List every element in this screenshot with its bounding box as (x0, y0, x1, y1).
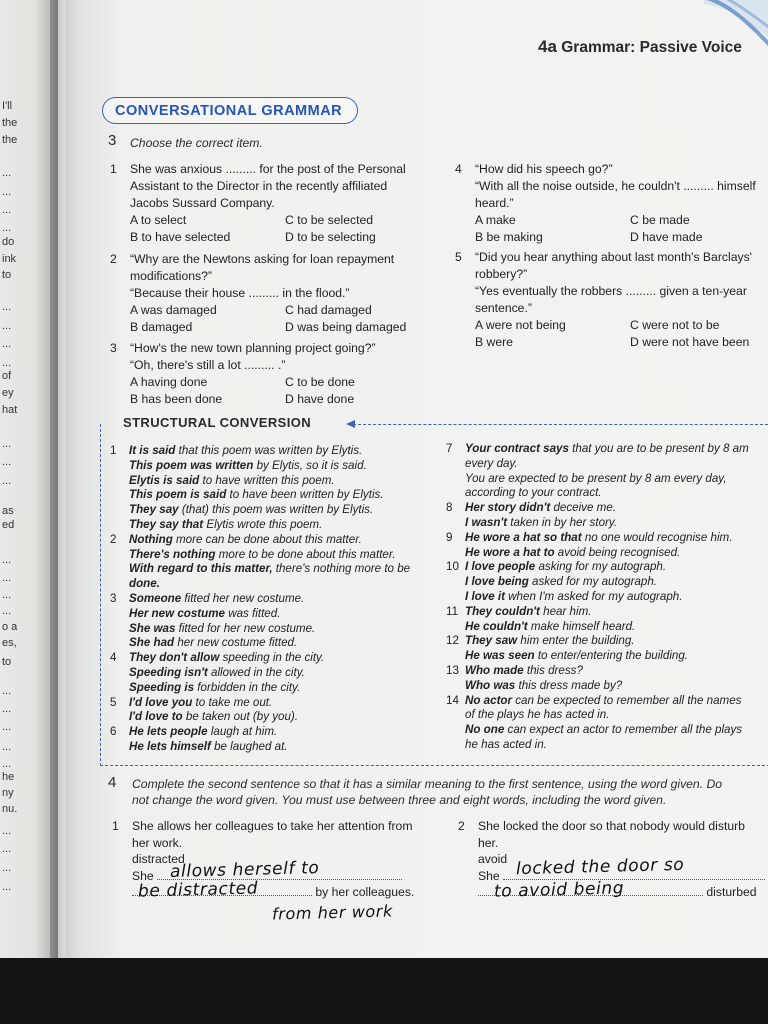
conversion-item-7 (446, 442, 768, 501)
line-rest: no one would recognise him. (581, 530, 733, 544)
left-page-fragment: the (2, 117, 18, 129)
item-number: 5 (110, 695, 117, 709)
exercise-3-instruction: Choose the correct item. (130, 136, 263, 150)
conversion-line (129, 607, 435, 622)
key-phrase: With regard to this matter, (129, 562, 273, 576)
item-text-line: “How's the new town planning project going?” (130, 341, 376, 355)
item-number: 13 (446, 663, 459, 677)
line-rest: to have been written by Elytis. (226, 488, 384, 502)
left-page-fragment: nu. (2, 803, 18, 815)
structural-conversion-left-column (110, 444, 435, 755)
line-rest: asked for my autograph. (528, 575, 658, 589)
line-rest: to take me out. (192, 695, 273, 709)
answer-option[interactable]: B has been done (130, 392, 223, 406)
structural-conversion-heading (119, 415, 315, 430)
line-rest: asking for my autograph. (535, 560, 667, 574)
line-rest: to have written this poem. (199, 473, 335, 487)
left-page-fragment: ... (2, 843, 12, 855)
key-phrase: He wore a hat so that (465, 530, 582, 544)
item-text-line: Assistant to the Director in the recently affiliated (130, 179, 388, 193)
answer-option[interactable]: D was being damaged (285, 320, 407, 334)
key-phrase: It is said (129, 444, 176, 457)
conversion-item-14 (446, 694, 768, 753)
key-phrase: He lets himself (129, 739, 211, 753)
line-rest: this dress? (523, 663, 583, 677)
conversion-line (129, 518, 435, 533)
left-page-fragment: ... (2, 589, 12, 601)
exercise-4-instruction (132, 776, 722, 808)
key-phrase: Her story didn't (465, 501, 551, 515)
conversion-line (129, 444, 435, 459)
item-text-line: robbery?” (475, 267, 528, 281)
line-rest: speeding in the city. (219, 651, 325, 665)
conversion-line (129, 681, 435, 696)
key-phrase: Someone (129, 591, 182, 605)
exercise-4-instruction-line: not change the word given. You must use between three and eight words, including the word given. (132, 793, 667, 807)
key-phrase: She was (129, 621, 176, 635)
conversion-line (129, 459, 435, 474)
conversion-line (465, 590, 768, 605)
conversion-line (129, 533, 435, 548)
line-rest: forbidden in the city. (194, 680, 301, 694)
answer-option[interactable]: C be made (630, 213, 690, 227)
item-sentence-line: her. (478, 835, 499, 850)
left-page-fragment: ... (2, 338, 12, 350)
handwritten-answer-1-line-2: be distracted (137, 878, 259, 902)
key-phrase: They don't allow (129, 651, 220, 665)
line-rest: make himself heard. (527, 619, 636, 633)
answer-end-words: by her colleagues. (315, 885, 415, 899)
answer-start-word: She (478, 868, 500, 883)
answer-option[interactable]: C had damaged (285, 303, 372, 317)
item-sentence-line: She allows her colleagues to take her attention from (132, 819, 413, 833)
conversion-line (129, 548, 435, 563)
left-page-fragment: hat (2, 404, 18, 416)
answer-end-words: disturbed (706, 885, 757, 899)
answer-option[interactable]: B were (475, 335, 513, 349)
left-page-fragment: ink (2, 253, 17, 265)
line-rest: (that) this poem was written by Elytis. (178, 503, 374, 517)
conversion-line (465, 620, 768, 635)
conversion-line (465, 664, 768, 679)
conversion-item-11 (446, 605, 768, 635)
item-number: 3 (110, 591, 117, 605)
line-rest: to enter/entering the building. (534, 649, 689, 663)
line-rest: fitted for her new costume. (175, 621, 316, 635)
item-number: 2 (110, 252, 117, 266)
answer-start-word: She (132, 868, 154, 883)
line-rest: Elytis wrote this poem. (203, 517, 323, 531)
book-gutter-shadow (50, 0, 80, 958)
left-page-fragment: ... (2, 572, 12, 584)
key-phrase: This poem is said (129, 488, 227, 502)
conversion-item-4 (110, 651, 435, 695)
item-text-line: “Why are the Newtons asking for loan repayment (130, 252, 395, 266)
line-rest: there's nothing more to be (272, 562, 411, 576)
conversion-line (129, 740, 435, 755)
left-page-fragment: ... (2, 685, 12, 697)
conversion-line (129, 636, 435, 651)
handwritten-answer-1-line-3: from her work (271, 901, 394, 924)
left-page-fragment: to (2, 269, 12, 281)
key-phrase: No one (465, 723, 505, 737)
left-page-fragment: ... (2, 703, 12, 715)
left-page-fragment: ey (2, 387, 14, 399)
conversion-line (465, 472, 768, 487)
conversion-line (129, 474, 435, 489)
line-rest: be laughed at. (210, 739, 288, 753)
item-number: 7 (446, 442, 453, 455)
item-text-line: “Yes eventually the robbers ......... given a ten-year (475, 284, 747, 298)
item-text-line: “Because their house ......... in the flood.” (130, 286, 350, 300)
left-page-fragment: ... (2, 475, 12, 487)
item-number: 2 (110, 532, 117, 546)
key-phrase: Nothing (129, 532, 173, 546)
left-page-fragment: ... (2, 186, 12, 198)
conversion-line (129, 562, 435, 577)
item-number: 8 (446, 501, 453, 515)
item-text-line: Jacobs Sussard Company. (130, 196, 275, 210)
conversion-line (465, 575, 768, 590)
conversion-line (465, 679, 768, 694)
key-phrase: He was seen (465, 649, 535, 663)
answer-blank[interactable] (503, 879, 765, 880)
line-rest: more can be done about this matter. (172, 532, 362, 546)
item-sentence-line: She locked the door so that nobody would disturb (478, 819, 745, 833)
key-phrase: He couldn't (465, 619, 528, 633)
conversion-line (129, 622, 435, 637)
item-number: 1 (110, 162, 117, 176)
line-rest: hear him. (539, 604, 592, 618)
line-rest: when I'm asked for my autograph. (504, 589, 683, 603)
item-number: 9 (446, 530, 453, 544)
key-phrase: They say (129, 503, 179, 517)
key-phrase: done. (129, 577, 160, 591)
conversion-item-3 (110, 592, 435, 651)
item-text-line: “How did his speech go?” (475, 162, 613, 176)
line-rest: be taken out (by you). (182, 710, 299, 724)
item-text-line: modifications?” (130, 269, 212, 283)
key-phrase: This poem was written (129, 458, 254, 472)
handwritten-answer-1-line-1: allows herself to (169, 858, 320, 882)
item-number: 11 (446, 604, 459, 618)
conversion-item-5 (110, 696, 435, 726)
left-page-fragment: the (2, 134, 18, 146)
conversion-line (465, 486, 768, 501)
answer-option[interactable]: B damaged (130, 320, 193, 334)
answer-option[interactable]: A to select (130, 213, 187, 227)
answer-options (130, 212, 430, 246)
item-text-line: “Oh, there's still a lot ......... .” (130, 358, 286, 372)
conversion-item-8 (446, 501, 768, 531)
line-rest: more to be done about this matter. (215, 547, 396, 561)
conversion-line (129, 696, 435, 711)
key-phrase: I love people (465, 560, 536, 574)
item-number: 3 (110, 341, 117, 355)
left-page-fragment: ... (2, 721, 12, 733)
answer-option[interactable]: A was damaged (130, 303, 217, 317)
choice-item-4 (455, 161, 768, 246)
conversion-line (465, 708, 768, 723)
left-page-fragment: as (2, 505, 14, 517)
key-phrase: They saw (465, 634, 518, 648)
conversion-line (465, 560, 768, 575)
key-phrase: He lets people (129, 725, 208, 739)
conversion-line (129, 488, 435, 503)
line-rest: laugh at him. (207, 725, 278, 739)
key-phrase: He wore a hat to (465, 545, 555, 559)
key-phrase: I wasn't (465, 515, 508, 529)
item-number: 12 (446, 634, 459, 648)
answer-option[interactable]: B be making (475, 230, 543, 244)
conversion-item-12 (446, 634, 768, 664)
key-phrase: Who made (465, 663, 524, 677)
item-number: 1 (112, 819, 119, 833)
conversion-line (465, 694, 768, 709)
unit-title: Grammar: Passive Voice (561, 39, 742, 56)
left-page-fragment: ... (2, 301, 12, 313)
left-page-fragment: he (2, 771, 15, 783)
answer-option[interactable]: D to be selecting (285, 230, 376, 244)
answer-options (475, 212, 768, 246)
left-page-fragment: ... (2, 320, 12, 332)
conversion-item-9 (446, 531, 768, 561)
structural-conversion-right-column (446, 442, 768, 753)
key-phrase: I love being (465, 575, 529, 589)
key-phrase: Her new costume (129, 606, 225, 620)
structural-conversion-title: STRUCTURAL CONVERSION (123, 415, 312, 430)
key-phrase: Elytis is said (129, 473, 200, 487)
line-rest: was fitted. (225, 606, 281, 620)
given-word: distracted (132, 852, 185, 866)
item-number: 5 (455, 250, 462, 264)
arrow-icon (348, 424, 768, 425)
line-rest: taken in by her story. (507, 515, 618, 529)
conversion-line (465, 501, 768, 516)
item-sentence-line: her work. (132, 835, 183, 850)
conversion-line (465, 442, 768, 457)
answer-option[interactable]: C to be selected (285, 213, 374, 227)
item-number: 14 (446, 693, 459, 707)
line-rest: her new costume fitted. (174, 636, 298, 650)
item-text-line: “Did you hear anything about last month's Barclays' (475, 250, 752, 264)
conversion-line (129, 651, 435, 666)
conversion-line (129, 592, 435, 607)
left-page-fragment: ... (2, 438, 12, 450)
line-rest: deceive me. (550, 501, 616, 515)
item-text-line: “With all the noise outside, he couldn't ......... himself (475, 179, 756, 193)
conversion-line (465, 634, 768, 649)
line-rest: allowed in the city. (207, 665, 305, 679)
exercise-4-instruction-line: Complete the second sentence so that it has a similar meaning to the first sentence, using the word given. Do (132, 777, 723, 791)
choice-item-2 (110, 251, 430, 336)
item-text-line: heard.” (475, 196, 514, 210)
left-page-fragment: ... (2, 222, 12, 234)
item-number: 2 (458, 819, 465, 833)
conversion-line (465, 605, 768, 620)
conversational-grammar-heading: CONVERSATIONAL GRAMMAR (102, 97, 358, 124)
left-page-fragment: ... (2, 357, 12, 369)
exercise-4-number: 4 (108, 774, 117, 791)
item-number: 4 (110, 651, 117, 665)
left-page-fragment: I'll (2, 100, 13, 112)
line-rest: that this poem was written by Elytis. (175, 444, 363, 457)
left-page-fragment: to (2, 656, 12, 668)
item-number: 4 (455, 162, 462, 176)
conversion-item-6 (110, 725, 435, 755)
line-rest: him enter the building. (517, 634, 635, 648)
answer-options (130, 302, 430, 336)
handwritten-answer-2-line-2: to avoid being (493, 878, 625, 902)
line-rest: avoid being recognised. (554, 545, 681, 559)
left-page-fragment: ny (2, 787, 14, 799)
conversion-item-1 (110, 444, 435, 533)
key-phrase: Speeding is (129, 680, 195, 694)
line-rest: every day. (465, 456, 518, 470)
scanner-bottom-border (0, 958, 768, 1024)
left-page-fragment: ... (2, 758, 12, 770)
unit-number: 4a (538, 37, 557, 56)
key-phrase: I love it (465, 589, 505, 603)
conversion-line (129, 577, 435, 592)
conversion-line (465, 457, 768, 472)
answer-option[interactable]: D have made (630, 230, 703, 244)
key-phrase: Speeding isn't (129, 665, 208, 679)
conversion-item-13 (446, 664, 768, 694)
answer-option[interactable]: A make (475, 213, 516, 227)
left-page-fragment: ... (2, 825, 12, 837)
left-page-fragment: ... (2, 456, 12, 468)
choice-item-5 (455, 249, 768, 351)
conversion-line (465, 516, 768, 531)
conversion-item-10 (446, 560, 768, 604)
conversion-line (465, 546, 768, 561)
key-phrase: There's nothing (129, 547, 216, 561)
line-rest: that you are to be present by 8 am (568, 442, 749, 455)
conversion-line (129, 725, 435, 740)
key-phrase: She had (129, 636, 175, 650)
choice-item-1 (110, 161, 430, 246)
left-page-fragment: ... (2, 862, 12, 874)
answer-options (475, 317, 768, 351)
answer-option[interactable]: C were not to be (630, 318, 720, 332)
left-page-fragment: ... (2, 554, 12, 566)
line-rest: this dress made by? (515, 678, 623, 692)
key-phrase: I'd love you (129, 695, 193, 709)
key-phrase: No actor (465, 693, 513, 707)
conversion-line (465, 738, 768, 753)
item-number: 6 (110, 725, 117, 739)
answer-option[interactable]: C to be done (285, 375, 355, 389)
answer-option[interactable]: B to have selected (130, 230, 231, 244)
conversion-item-2 (110, 533, 435, 592)
left-page-fragment: of (2, 370, 12, 382)
left-page-fragment: es, (2, 637, 17, 649)
choice-item-3 (110, 340, 430, 408)
line-rest: fitted her new costume. (181, 591, 305, 605)
item-text-line: She was anxious ......... for the post of the Personal (130, 162, 406, 176)
handwritten-answer-2-line-1: locked the door so (515, 854, 685, 880)
left-page-fragment: ... (2, 204, 12, 216)
answer-option[interactable]: D were not have been (630, 335, 750, 349)
left-page-fragment: o a (2, 621, 18, 633)
line-rest: You are expected to be present by 8 am every day, (465, 471, 727, 485)
conversion-line (129, 666, 435, 681)
left-page-fragment: do (2, 236, 15, 248)
page-header (538, 37, 742, 57)
conversion-line (129, 503, 435, 518)
line-rest: he has acted in. (465, 737, 547, 751)
given-word: avoid (478, 852, 508, 866)
answer-options (130, 374, 430, 408)
item-text-line: sentence.” (475, 301, 532, 315)
left-page-fragment: ... (2, 741, 12, 753)
line-rest: according to your contract. (465, 486, 602, 500)
left-page-fragment: ... (2, 605, 12, 617)
key-phrase: They say that (129, 517, 204, 531)
key-phrase: Your contract says (465, 442, 569, 455)
line-rest: can be expected to remember all the names (512, 693, 742, 707)
answer-option[interactable]: A were not being (475, 318, 566, 332)
key-phrase: I'd love to (129, 710, 183, 724)
left-page-fragment: ... (2, 881, 12, 893)
conversion-line (465, 723, 768, 738)
line-rest: by Elytis, so it is said. (253, 458, 367, 472)
conversion-line (129, 710, 435, 725)
conversion-line (465, 649, 768, 664)
key-phrase: Who was (465, 678, 516, 692)
item-number: 10 (446, 560, 459, 574)
line-rest: can expect an actor to remember all the plays (504, 723, 743, 737)
conversion-line (465, 531, 768, 546)
exercise-3-number: 3 (108, 132, 117, 149)
left-page-fragment: ed (2, 519, 15, 531)
left-page-fragment: ... (2, 167, 12, 179)
item-number: 1 (110, 444, 117, 457)
answer-option[interactable]: A having done (130, 375, 208, 389)
answer-option[interactable]: D have done (285, 392, 355, 406)
line-rest: of the plays he has acted in. (465, 708, 610, 722)
key-phrase: They couldn't (465, 604, 540, 618)
